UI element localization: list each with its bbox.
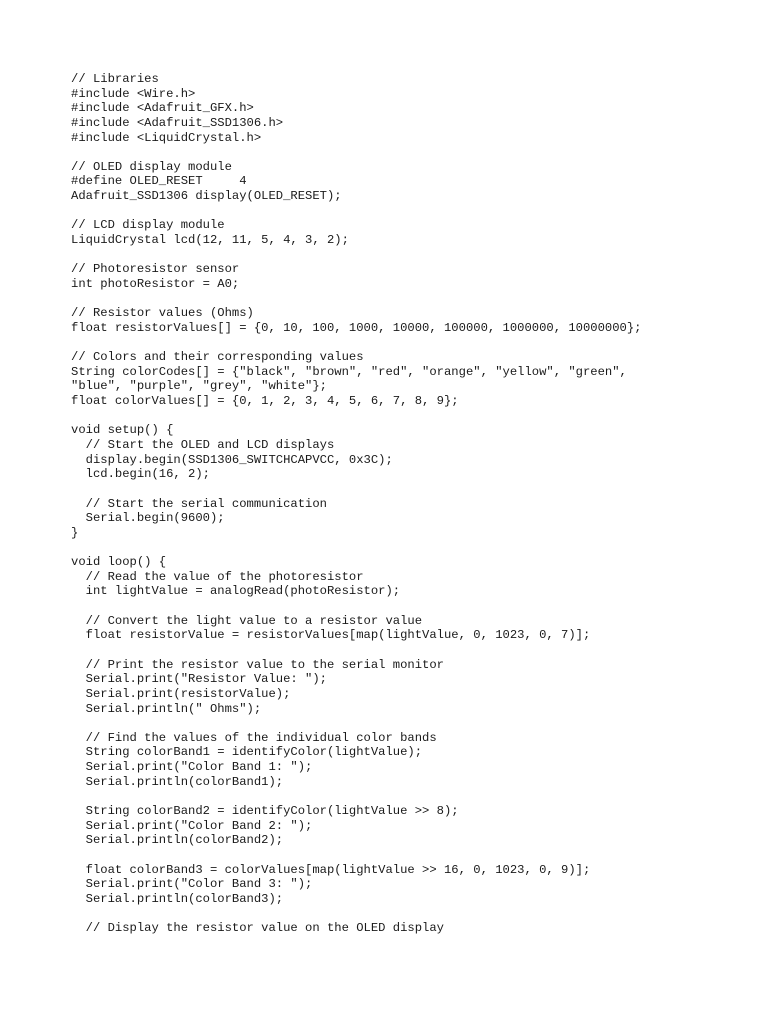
code-line xyxy=(71,789,751,804)
code-line: Serial.print("Color Band 2: "); xyxy=(71,818,313,833)
code-listing xyxy=(71,72,751,936)
code-line: // Start the serial communication xyxy=(71,496,327,511)
code-line: #include <LiquidCrystal.h> xyxy=(71,130,262,145)
code-line: // LCD display module xyxy=(71,218,225,233)
code-line xyxy=(71,409,751,424)
code-line: String colorBand1 = identifyColor(lightValue); xyxy=(71,745,423,760)
code-line: // Convert the light value to a resistor value xyxy=(71,613,423,628)
code-line: #define OLED_RESET 4 xyxy=(71,174,247,189)
code-line: Serial.print("Resistor Value: "); xyxy=(71,672,327,687)
code-line: #include <Wire.h> xyxy=(71,86,196,101)
code-line: // Read the value of the photoresistor xyxy=(71,569,364,584)
code-line xyxy=(71,848,751,863)
code-line: Serial.print(resistorValue); xyxy=(71,686,291,701)
code-line xyxy=(71,907,751,922)
code-line: float colorBand3 = colorValues[map(lightValue >> 16, 0, 1023, 0, 9)]; xyxy=(71,862,591,877)
code-line: } xyxy=(71,525,79,540)
code-line: Adafruit_SSD1306 display(OLED_RESET); xyxy=(71,189,342,204)
code-line: String colorCodes[] = {"black", "brown", "red", "orange", "yellow", "green", xyxy=(71,364,627,379)
code-line: float resistorValue = resistorValues[map(lightValue, 0, 1023, 0, 7)]; xyxy=(71,628,591,643)
code-line: // Start the OLED and LCD displays xyxy=(71,438,335,453)
code-line: int photoResistor = A0; xyxy=(71,276,240,291)
code-line xyxy=(71,716,751,731)
code-line: LiquidCrystal lcd(12, 11, 5, 4, 3, 2); xyxy=(71,233,349,248)
code-line xyxy=(71,292,751,307)
code-line: // Libraries xyxy=(71,72,159,86)
code-line: // Find the values of the individual color bands xyxy=(71,730,437,745)
code-line: int lightValue = analogRead(photoResistor); xyxy=(71,584,401,599)
code-line: // Print the resistor value to the serial monitor xyxy=(71,657,444,672)
code-line: Serial.print("Color Band 3: "); xyxy=(71,877,313,892)
code-line: "blue", "purple", "grey", "white"}; xyxy=(71,379,327,394)
code-line: float colorValues[] = {0, 1, 2, 3, 4, 5, 6, 7, 8, 9}; xyxy=(71,394,459,409)
code-line: #include <Adafruit_GFX.h> xyxy=(71,101,254,116)
code-line xyxy=(71,599,751,614)
code-line: // Resistor values (Ohms) xyxy=(71,306,254,321)
code-line: Serial.println(" Ohms"); xyxy=(71,701,262,716)
code-line: Serial.begin(9600); xyxy=(71,511,225,526)
code-line xyxy=(71,541,751,556)
code-line: // Colors and their corresponding values xyxy=(71,350,364,365)
code-line: // Display the resistor value on the OLED display xyxy=(71,921,444,936)
code-line: lcd.begin(16, 2); xyxy=(71,467,210,482)
code-line: Serial.print("Color Band 1: "); xyxy=(71,760,313,775)
code-line: Serial.println(colorBand3); xyxy=(71,891,284,906)
code-line xyxy=(71,643,751,658)
code-line: Serial.println(colorBand1); xyxy=(71,774,284,789)
code-line: Serial.println(colorBand2); xyxy=(71,833,284,848)
code-line: float resistorValues[] = {0, 10, 100, 1000, 10000, 100000, 1000000, 10000000}; xyxy=(71,320,642,335)
code-line: // Photoresistor sensor xyxy=(71,262,240,277)
code-line xyxy=(71,482,751,497)
code-line xyxy=(71,336,751,351)
code-line: #include <Adafruit_SSD1306.h> xyxy=(71,115,284,130)
code-line xyxy=(71,204,751,219)
code-line xyxy=(71,248,751,263)
code-line: // OLED display module xyxy=(71,159,232,174)
code-line: display.begin(SSD1306_SWITCHCAPVCC, 0x3C); xyxy=(71,452,393,467)
code-line: String colorBand2 = identifyColor(lightValue >> 8); xyxy=(71,804,459,819)
code-line xyxy=(71,145,751,160)
code-line: void setup() { xyxy=(71,423,174,438)
code-line: void loop() { xyxy=(71,555,167,570)
